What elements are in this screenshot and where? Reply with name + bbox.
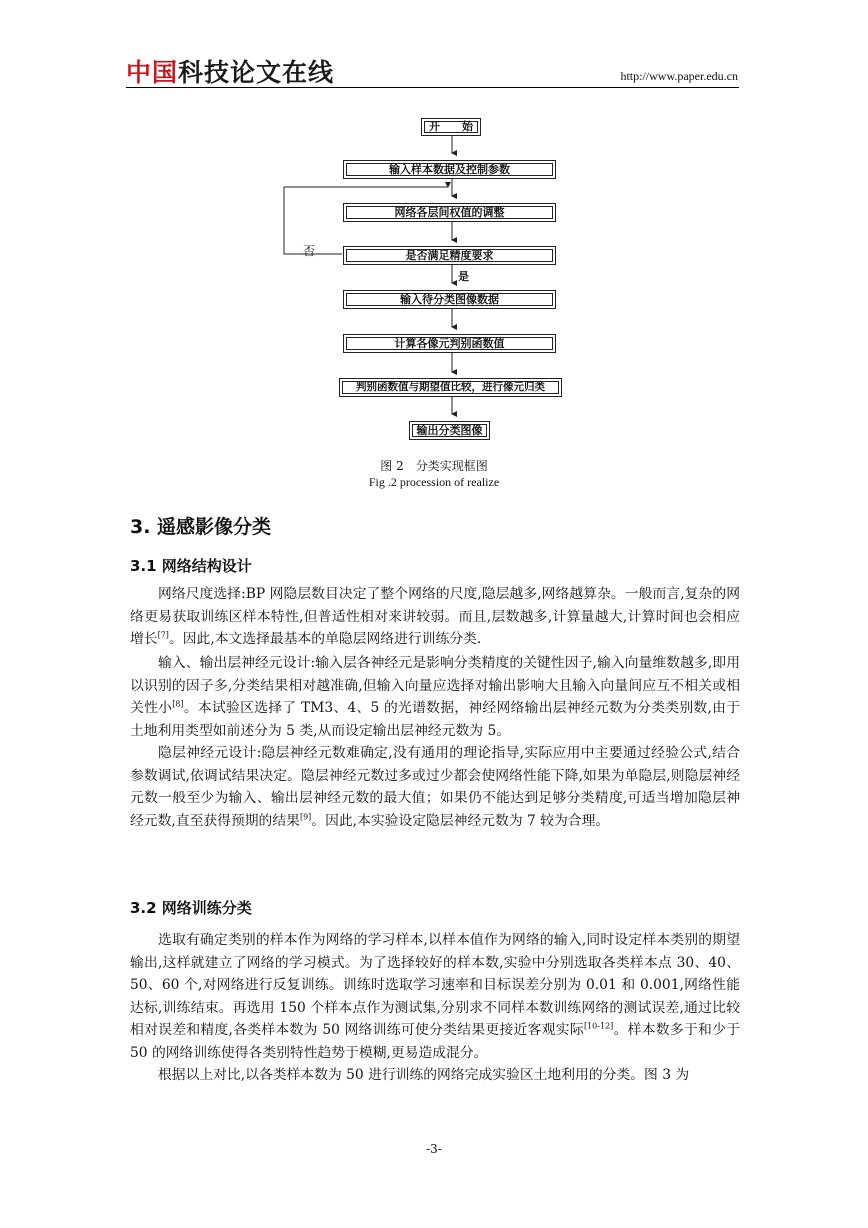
paragraph-training <box>130 929 740 1065</box>
figure-caption-cn: 图 2 分类实现框图 <box>380 459 488 473</box>
flowchart <box>0 0 868 450</box>
subsection-title-3-1: 3.1 网络结构设计 <box>130 557 252 575</box>
paragraph-hidden-layer <box>130 742 740 832</box>
citation-ref[interactable]: [8] <box>172 699 184 709</box>
citation-ref[interactable]: [9] <box>299 812 312 822</box>
header-url[interactable]: http://www.paper.edu.cn <box>620 69 738 83</box>
page-number: -3- <box>426 1142 442 1156</box>
flow-step-weight-adjust: 网络各层间权值的调整 <box>343 203 556 222</box>
flow-step-input-image: 输入待分类图像数据 <box>343 290 556 309</box>
flow-end-box: 输出分类图像 <box>409 421 490 440</box>
citation-ref[interactable]: [7] <box>157 630 169 640</box>
flow-step-compare-classify: 判别函数值与期望值比较，进行像元归类 <box>339 378 562 397</box>
paragraph-network-scale <box>130 583 740 651</box>
subsection-title-3-2: 3.2 网络训练分类 <box>130 899 252 917</box>
flow-yes-label: 是 <box>458 270 469 283</box>
section-title: 3. 遥感影像分类 <box>130 516 272 538</box>
paragraph-text: 隐层神经元设计:隐层神经元数难确定,没有通用的理论指导,实际应用中主要通过经验公式,结合参数调试,依调试结果决定。隐层神经元数过多或过少都会使网络性能下降,如果为单隐层,则隐层神经元数一般至少为输入、输出层神经元数的最大值；如果仍不能达到足够分类精度,可适当增加隐层神经元数,直至获得预期的结果 <box>130 745 740 829</box>
paragraph-classification: 根据以上对比,以各类样本数为 50 进行训练的网络完成实验区土地利用的分类。图 3 为 <box>158 1067 690 1083</box>
paragraph-text: 输入、输出层神经元设计:输入层各神经元是影响分类精度的关键性因子,输入向量维数越多,即用以识别的因子多,分类结果相对越准确,但输入向量应选择对输出影响大且输入向量间应互不相关或相关性小 <box>130 655 740 717</box>
flow-step-compute-discriminant: 计算各像元判别函数值 <box>343 334 556 353</box>
paragraph-text: 选取有确定类别的样本作为网络的学习样本,以样本值作为网络的输入,同时设定样本类别的期望输出,这样就建立了网络的学习模式。为了选择较好的样本数,实验中分别选取各类样本点 30、40、50、60 个,对网络进行反复训练。训练时选取学习速率和目标误差分别为 0.01 和 0.001,网络性能达标,训练结束。再选用 150 个样本点作为测试集,分别求不同样本数训练网络的测试误差,通过比较相对误差和精度,各类样本数为 50 网络训练可使分类结果更接近客观实际 <box>130 932 740 1039</box>
paragraph-text: 。因此,本实验设定隐层神经元数为 7 较为合理。 <box>311 812 610 829</box>
citation-ref[interactable]: [10-12] <box>583 1021 614 1031</box>
paragraph-text: 。本试验区选择了 TM3、4、5 的光谱数据，神经网络输出层神经元数为分类类别数,由于土地利用类型如前述分为 5 类,从而设定输出层神经元数为 5。 <box>130 700 740 739</box>
paragraph-text: 。样本数多于和少于 50 的网络训练使得各类别特性趋势于模糊,更易造成混分。 <box>130 1022 741 1061</box>
paragraph-io-layer <box>130 652 740 742</box>
logo-red-text: 中国 <box>126 58 179 87</box>
logo-dark-text: 科技论文在线 <box>178 58 335 87</box>
paragraph-text: 。因此,本文选择最基本的单隐层网络进行训练分类. <box>168 631 482 648</box>
flow-start-box: 开 始 <box>421 118 481 136</box>
flow-step-input-samples: 输入样本数据及控制参数 <box>343 160 556 179</box>
flow-no-label: 否 <box>303 244 316 258</box>
figure-caption-en: Fig .2 procession of realize <box>368 475 500 489</box>
paragraph-text: 网络尺度选择:BP 网隐层数目决定了整个网络的尺度,隐层越多,网络越算杂。一般而言,复杂的网络更易获取训练区样本特性,但普适性相对来讲较弱。而且,层数越多,计算量越大,计算时间也会相应增长 <box>130 586 740 648</box>
flow-decision-accuracy: 是否满足精度要求 <box>343 246 556 265</box>
